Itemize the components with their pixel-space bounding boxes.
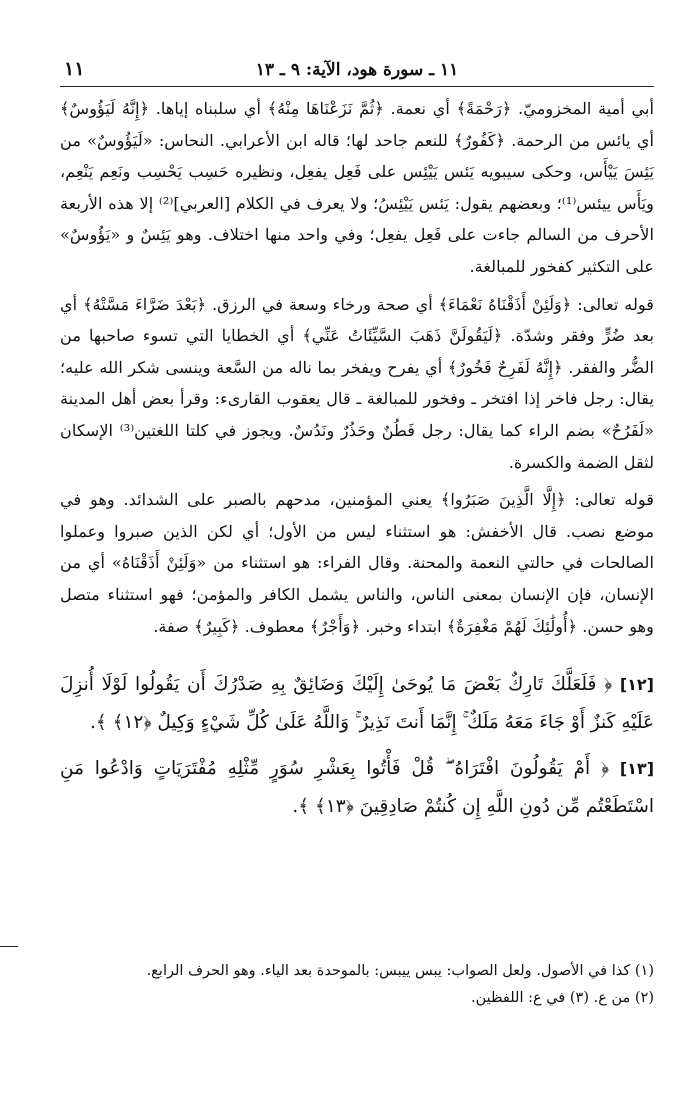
commentary-paragraph: أبي أمية المخزوميّ. ﴿رَحْمَةً﴾ أي نعمة. ﴿ثُمَّ نَزَعْنَاهَا مِنْهُ﴾ أي سلبناه إياها. ﴿إِنَّهُ لَيَؤُوسٌ﴾ أي يائس من الرحمة. ﴿كَفُورٌ﴾ للنعم جاحد لها؛ قاله ابن الأعرابي. النحاس: «لَيَؤُوسٌ» من يَئِسَ يَيْأَس، وحكى سيبويه يَئس يَيْئِس على فَعِل يفعِل، ونظيره حَسِب يَحْسِب ونَعِم يَنْعِم، ويَأَس ييئس⁽¹⁾؛ وبعضهم يقول: يَئس يَيْئِسُ؛ ولا يعرف في الكلام [العربي]⁽²⁾ إلا هذه الأربعة الأحرف من السالم جاءت على فَعِل يفعِل؛ وفي واحد منها اختلاف. وهو يَئِسٌ و «يَؤُوسٌ» على التكثير كفخور للمبالغة. bbox=[60, 99, 654, 276]
page-header bbox=[60, 56, 654, 87]
verse-number: [١٣] bbox=[619, 759, 654, 779]
quran-verse bbox=[60, 750, 654, 826]
footnote-divider bbox=[0, 946, 18, 947]
footnotes bbox=[60, 958, 654, 1012]
commentary-paragraph: قوله تعالى: ﴿إِلَّا الَّذِينَ صَبَرُوا﴾ يعني المؤمنين، مدحهم بالصبر على الشدائد. وهو في موضع نصب. قال الأخفش: هو استثناء ليس من الأول؛ أي لكن الذين صبروا وعملوا الصالحات في حالتي النعمة والمحنة. وقال الفراء: هو استثناء من «وَلَئِنْ أَذَقْنَاهُ» أي من الإنسان، فإن الإنسان بمعنى الناس، والناس يشمل الكافر والمؤمن؛ فهو استثناء متصل وهو حسن. ﴿أُولَٰئِكَ لَهُمْ مَغْفِرَةٌ﴾ ابتداء وخبر. ﴿وَأَجْرٌ﴾ معطوف. ﴿كَبِيرٌ﴾ صفة. bbox=[60, 490, 654, 636]
document-page bbox=[60, 56, 654, 826]
footnote: (٢) من ع. (٣) في ع: اللفظين. bbox=[470, 990, 654, 1006]
quran-verse bbox=[60, 666, 654, 742]
verse-text: ﴿ أَمْ يَقُولُونَ افْتَرَاهُ ۖ قُلْ فَأْتُوا بِعَشْرِ سُوَرٍ مِّثْلِهِ مُفْتَرَيَاتٍ وَادْعُوا مَنِ اسْتَطَعْتُم مِّن دُونِ اللَّهِ إِن كُنتُمْ صَادِقِينَ ﴿١٣﴾ ﴾. bbox=[60, 758, 654, 818]
verse-text: ﴿ فَلَعَلَّكَ تَارِكٌ بَعْضَ مَا يُوحَىٰ إِلَيْكَ وَضَائِقٌ بِهِ صَدْرُكَ أَن يَقُولُوا لَوْلَا أُنزِلَ عَلَيْهِ كَنزٌ أَوْ جَاءَ مَعَهُ مَلَكٌ ۚ إِنَّمَا أَنتَ نَذِيرٌ ۚ وَاللَّهُ عَلَىٰ كُلِّ شَيْءٍ وَكِيلٌ ﴿١٢﴾ ﴾. bbox=[60, 674, 654, 734]
footnote: (١) كذا في الأصول. ولعل الصواب: يبس ييبس: بالموحدة بعد الياء. وهو الحرف الرابع. bbox=[146, 963, 654, 979]
running-title: ١١ ـ سورة هود، الآية: ٩ ـ ١٣ bbox=[255, 60, 459, 80]
commentary-paragraph: قوله تعالى: ﴿وَلَئِنْ أَذَقْنَاهُ نَعْمَاءَ﴾ أي صحة ورخاء وسعة في الرزق. ﴿بَعْدَ ضَرَّاءَ مَسَّتْهُ﴾ أي بعد ضُرٍّ وفقر وشدّة. ﴿لَيَقُولَنَّ ذَهَبَ السَّيِّئَاتُ عَنِّي﴾ أي الخطايا التي تسوء صاحبها من الضُّر والفقر. ﴿إِنَّهُ لَفَرِحٌ فَخُورٌ﴾ أي يفرح ويفخر بما ناله من السَّعة وينسى شكر الله عليه؛ يقال: رجل فاخر إذا افتخر ـ وفخور للمبالغة ـ قال يعقوب القارىء: وقرأ بعض أهل المدينة «لَفَرُحٌ» بضم الراء كما يقال: رجل فَطُنٌ وحَذُرٌ ونَدُسٌ. ويجوز في كلتا اللغتين⁽³⁾ الإسكان لثقل الضمة والكسرة. bbox=[60, 294, 654, 472]
page-number: ١١ bbox=[64, 58, 85, 80]
verse-number: [١٢] bbox=[619, 675, 654, 695]
